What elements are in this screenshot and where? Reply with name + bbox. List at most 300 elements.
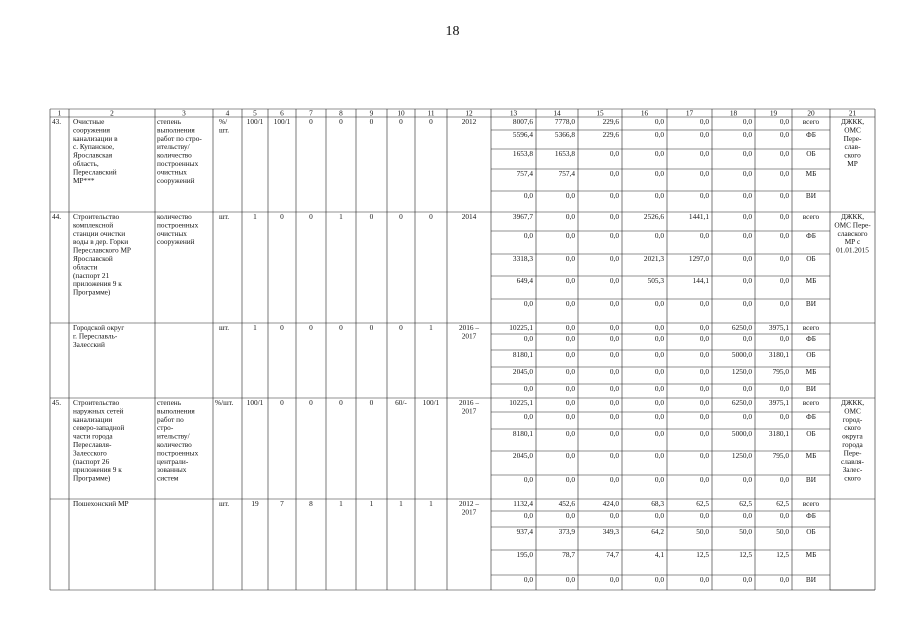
executor-line: ОМС <box>844 125 861 135</box>
finance-value: 349,3 <box>602 527 619 536</box>
finance-value: 3967,7 <box>512 212 533 221</box>
finance-value: 0,0 <box>523 231 533 240</box>
executor-line: города <box>842 440 863 449</box>
plan-value: 0 <box>309 117 313 126</box>
finance-value: 12,5 <box>776 550 789 559</box>
object-name-line: (паспорт 26 <box>73 456 110 466</box>
finance-value: 0,0 <box>565 350 575 359</box>
header-cell: 14 <box>553 108 561 118</box>
header-cell: 13 <box>509 108 518 118</box>
finance-source: ОБ <box>806 254 816 263</box>
indicator-line: выполнения <box>157 406 195 416</box>
finance-value: 0,0 <box>779 191 789 200</box>
finance-source: МБ <box>805 169 817 178</box>
finance-value: 0,0 <box>742 384 752 393</box>
object-name-line: воды в дер. Горки <box>73 237 129 247</box>
finance-value: 0,0 <box>742 276 752 285</box>
finance-source: ФБ <box>806 511 816 520</box>
finance-value: 0,0 <box>609 191 619 200</box>
finance-value: 68,3 <box>651 499 664 508</box>
object-name-line: г. Переславль- <box>73 331 118 341</box>
finance-value: 0,0 <box>523 384 533 393</box>
finance-value: 0,0 <box>565 323 575 332</box>
finance-value: 64,2 <box>651 527 664 536</box>
finance-value: 2526,6 <box>643 212 664 221</box>
finance-value: 452,6 <box>558 499 575 508</box>
finance-source: ВИ <box>805 575 817 584</box>
finance-value: 3975,1 <box>768 323 789 332</box>
finance-source: ВИ <box>805 191 817 200</box>
finance-value: 0,0 <box>565 276 575 285</box>
header-cell: 1 <box>57 108 62 118</box>
finance-value: 0,0 <box>654 169 664 178</box>
header-cell: 12 <box>465 108 473 118</box>
finance-value: 0,0 <box>699 117 709 126</box>
finance-value: 0,0 <box>779 169 789 178</box>
finance-value: 0,0 <box>742 412 752 421</box>
finance-value: 505,3 <box>647 276 664 285</box>
finance-value: 8007,6 <box>512 117 533 126</box>
unit-line: шт. <box>219 125 230 135</box>
finance-value: 4,1 <box>654 550 664 559</box>
finance-source: ФБ <box>806 412 816 421</box>
finance-value: 1250,0 <box>731 451 752 460</box>
indicator-line: сооружений <box>157 237 195 247</box>
plan-value: 0 <box>399 323 403 332</box>
object-name-line: (паспорт 21 <box>73 270 110 280</box>
finance-value: 0,0 <box>779 149 789 158</box>
finance-value: 0,0 <box>742 117 752 126</box>
object-name-line: Переславля- <box>73 440 112 449</box>
header-cell: 3 <box>182 108 186 118</box>
finance-value: 0,0 <box>609 384 619 393</box>
header-cell: 21 <box>848 108 857 118</box>
finance-value: 5000,0 <box>731 429 752 438</box>
finance-value: 0,0 <box>609 350 619 359</box>
finance-value: 0,0 <box>699 323 709 332</box>
finance-value: 0,0 <box>699 398 709 407</box>
finance-value: 0,0 <box>565 475 575 484</box>
executor-line: ДЖКК, <box>840 398 865 407</box>
finance-value: 0,0 <box>654 117 664 126</box>
executor-line: МР <box>847 159 858 168</box>
finance-value: 0,0 <box>565 429 575 438</box>
finance-value: 0,0 <box>699 475 709 484</box>
object-name-line: Ярославская <box>73 150 113 160</box>
finance-value: 649,4 <box>516 276 533 285</box>
executor-line: ского <box>844 423 861 433</box>
object-name-line: с. Купанское, <box>73 142 115 152</box>
executor-line: ского <box>844 473 861 483</box>
finance-value: 0,0 <box>654 130 664 139</box>
plan-value: 1 <box>369 499 374 508</box>
finance-value: 757,4 <box>558 169 575 178</box>
object-name-line: Программе) <box>73 287 111 297</box>
finance-value: 0,0 <box>742 475 752 484</box>
finance-value: 3180,1 <box>768 429 789 438</box>
finance-source: ФБ <box>806 130 816 139</box>
finance-value: 0,0 <box>742 212 752 221</box>
plan-value: 7 <box>280 499 284 508</box>
header-cell: 18 <box>729 108 738 118</box>
finance-source: ВИ <box>805 475 817 484</box>
executor-line: Залес- <box>842 465 863 475</box>
finance-value: 0,0 <box>565 191 575 200</box>
plan-value: 0 <box>369 323 374 332</box>
header-cell: 9 <box>369 108 374 118</box>
object-name-line: приложения 9 к <box>73 279 122 289</box>
finance-value: 50,0 <box>696 527 709 536</box>
finance-value: 0,0 <box>609 231 619 240</box>
finance-source: МБ <box>805 367 817 376</box>
finance-value: 6250,0 <box>731 398 752 407</box>
finance-value: 0,0 <box>742 254 752 263</box>
finance-value: 3975,1 <box>768 398 789 407</box>
finance-value: 0,0 <box>654 191 664 200</box>
finance-value: 0,0 <box>779 299 789 308</box>
executor-line: МР с <box>844 237 861 247</box>
finance-value: 0,0 <box>779 212 789 221</box>
executor-line: 01.01.2015 <box>836 245 869 255</box>
object-name-line: Городской округ <box>73 323 125 332</box>
object-name-line: Строительство <box>73 212 120 221</box>
finance-value: 0,0 <box>699 130 709 139</box>
executor-line: ского <box>844 150 861 160</box>
finance-value: 144,1 <box>692 276 709 285</box>
finance-value: 0,0 <box>609 575 619 584</box>
finance-value: 0,0 <box>609 398 619 407</box>
finance-value: 0,0 <box>609 367 619 376</box>
finance-value: 0,0 <box>654 367 664 376</box>
finance-value: 62,5 <box>776 499 789 508</box>
finance-value: 0,0 <box>742 575 752 584</box>
finance-value: 0,0 <box>654 412 664 421</box>
executor-line: округа <box>842 431 863 441</box>
finance-source: всего <box>802 117 820 126</box>
indicator-line: построенных <box>157 448 199 458</box>
indicator-line: ительству/ <box>157 431 190 441</box>
finance-value: 0,0 <box>523 511 533 520</box>
finance-value: 1297,0 <box>688 254 709 263</box>
finance-value: 195,0 <box>516 550 533 559</box>
finance-source: всего <box>802 212 820 221</box>
finance-value: 0,0 <box>523 299 533 308</box>
object-name-line: Пошехонский МР <box>73 499 129 508</box>
header-cell: 6 <box>280 108 284 118</box>
plan-value: 19 <box>251 499 259 508</box>
finance-value: 0,0 <box>654 475 664 484</box>
object-name-line: МР*** <box>73 175 95 185</box>
plan-value: 100/1 <box>422 398 440 407</box>
executor-line: славского <box>837 228 868 238</box>
indicator-line: выполнения <box>157 125 195 135</box>
finance-value: 373,9 <box>558 527 575 536</box>
finance-value: 0,0 <box>609 149 619 158</box>
plan-value: 0 <box>399 117 403 126</box>
finance-value: 0,0 <box>654 323 664 332</box>
finance-value: 0,0 <box>779 276 789 285</box>
finance-value: 0,0 <box>699 575 709 584</box>
plan-value: 0 <box>369 117 374 126</box>
finance-value: 0,0 <box>523 575 533 584</box>
finance-value: 0,0 <box>609 323 619 332</box>
finance-value: 0,0 <box>699 191 709 200</box>
finance-value: 0,0 <box>565 398 575 407</box>
finance-value: 6250,0 <box>731 323 752 332</box>
finance-source: ВИ <box>805 384 817 393</box>
year-line: 2016 – <box>458 398 480 407</box>
header-cell: 17 <box>685 108 694 118</box>
indicator-line: степень <box>157 117 182 126</box>
finance-value: 0,0 <box>654 575 664 584</box>
indicator-line: ительству/ <box>157 142 190 152</box>
object-name-line: области <box>73 262 98 272</box>
executor-line: город- <box>842 414 863 424</box>
finance-value: 0,0 <box>609 169 619 178</box>
finance-value: 0,0 <box>699 384 709 393</box>
finance-value: 62,5 <box>696 499 709 508</box>
finance-value: 229,6 <box>602 130 619 139</box>
finance-source: ФБ <box>806 231 816 240</box>
finance-value: 0,0 <box>742 149 752 158</box>
year-line: 2017 <box>461 406 477 416</box>
row-number: 44. <box>52 212 62 221</box>
plan-value: 0 <box>339 323 343 332</box>
finance-value: 0,0 <box>742 334 752 343</box>
executor-line: слав- <box>844 142 861 152</box>
finance-value: 0,0 <box>609 276 619 285</box>
object-name-line: Ярославской <box>73 254 113 263</box>
finance-value: 1441,1 <box>688 212 709 221</box>
object-name-line: комплексной <box>73 220 114 230</box>
finance-value: 0,0 <box>779 231 789 240</box>
finance-value: 0,0 <box>699 169 709 178</box>
object-name-line: сооружения <box>73 125 110 135</box>
unit-line: шт. <box>219 212 230 221</box>
finance-value: 1653,8 <box>512 149 533 158</box>
page-number: 18 <box>445 24 460 39</box>
finance-source: МБ <box>805 451 817 460</box>
object-name-line: станции очистки <box>73 228 126 238</box>
finance-value: 0,0 <box>609 429 619 438</box>
object-name-line: Залесского <box>73 448 107 458</box>
finance-value: 8180,1 <box>512 350 533 359</box>
finance-value: 50,0 <box>739 527 752 536</box>
object-name-line: части города <box>73 431 113 441</box>
plan-value: 60/- <box>395 398 407 407</box>
year-line: 2017 <box>461 331 477 341</box>
finance-value: 0,0 <box>699 451 709 460</box>
finance-value: 0,0 <box>699 149 709 158</box>
finance-value: 0,0 <box>699 367 709 376</box>
finance-source: ОБ <box>806 429 816 438</box>
object-name-line: северо-западной <box>73 423 125 433</box>
finance-value: 424,0 <box>602 499 619 508</box>
finance-source: всего <box>802 499 820 508</box>
finance-source: ВИ <box>805 299 817 308</box>
finance-value: 937,4 <box>516 527 533 536</box>
finance-value: 5000,0 <box>731 350 752 359</box>
indicator-line: построенных <box>157 159 199 168</box>
object-name-line: Строительство <box>73 398 120 407</box>
indicator-line: очистных <box>157 228 187 238</box>
finance-value: 0,0 <box>654 398 664 407</box>
finance-value: 0,0 <box>654 149 664 158</box>
plan-value: 1 <box>339 212 343 221</box>
finance-value: 5596,4 <box>512 130 533 139</box>
object-name-line: Переславский <box>73 167 117 177</box>
finance-value: 0,0 <box>779 575 789 584</box>
indicator-line: работ по <box>157 414 184 424</box>
header-cell: 4 <box>225 108 230 118</box>
finance-value: 1653,8 <box>554 149 575 158</box>
header-cell: 15 <box>596 108 604 118</box>
finance-value: 0,0 <box>779 254 789 263</box>
plan-value: 0 <box>429 117 433 126</box>
finance-value: 0,0 <box>654 334 664 343</box>
executor-line: ОМС <box>844 406 861 416</box>
finance-value: 5366,8 <box>554 130 575 139</box>
finance-value: 1250,0 <box>731 367 752 376</box>
year-line: 2012 <box>461 117 477 126</box>
finance-value: 1132,4 <box>513 499 533 508</box>
finance-value: 0,0 <box>523 475 533 484</box>
header-cell: 5 <box>253 108 257 118</box>
finance-source: всего <box>802 398 820 407</box>
object-name-line: Переславского МР <box>73 245 131 255</box>
finance-value: 8180,1 <box>512 429 533 438</box>
plan-value: 0 <box>339 398 343 407</box>
finance-value: 78,7 <box>562 550 575 559</box>
finance-value: 0,0 <box>609 212 619 221</box>
indicator-line: работ по стро- <box>157 133 202 143</box>
plan-value: 0 <box>280 323 284 332</box>
finance-value: 3318,3 <box>512 254 533 263</box>
header-cell: 16 <box>640 108 649 118</box>
finance-value: 0,0 <box>742 191 752 200</box>
finance-value: 795,0 <box>772 451 789 460</box>
finance-value: 0,0 <box>654 231 664 240</box>
finance-value: 0,0 <box>609 511 619 520</box>
finance-value: 0,0 <box>565 451 575 460</box>
indicator-line: построенных <box>157 220 199 230</box>
year-line: 2014 <box>461 212 477 221</box>
header-cell: 10 <box>397 108 405 118</box>
finance-value: 0,0 <box>654 511 664 520</box>
header-cell: 11 <box>427 108 435 118</box>
finance-value: 0,0 <box>609 451 619 460</box>
plan-value: 100/1 <box>246 398 264 407</box>
finance-source: ОБ <box>806 527 816 536</box>
finance-value: 0,0 <box>654 451 664 460</box>
executor-line: ОМС Пере- <box>834 220 871 230</box>
finance-value: 50,0 <box>776 527 789 536</box>
indicator-line: степень <box>157 398 182 407</box>
unit-line: шт. <box>219 323 230 332</box>
indicator-line: централи- <box>157 456 189 466</box>
finance-value: 0,0 <box>654 384 664 393</box>
finance-value: 0,0 <box>779 475 789 484</box>
plan-value: 1 <box>339 499 343 508</box>
plan-value: 0 <box>280 212 284 221</box>
finance-value: 0,0 <box>742 299 752 308</box>
executor-line: ДЖКК, <box>840 212 865 221</box>
object-name-line: Залесский <box>73 339 105 349</box>
finance-value: 0,0 <box>565 367 575 376</box>
finance-value: 74,7 <box>606 550 619 559</box>
header-cell: 2 <box>110 108 114 118</box>
finance-value: 12,5 <box>696 550 709 559</box>
indicator-line: сооружений <box>157 175 195 185</box>
finance-value: 0,0 <box>779 412 789 421</box>
finance-value: 757,4 <box>516 169 533 178</box>
object-name-line: Очистные <box>73 117 105 126</box>
finance-value: 0,0 <box>699 511 709 520</box>
finance-value: 0,0 <box>609 412 619 421</box>
executor-line: Пере- <box>843 133 862 143</box>
finance-value: 10225,1 <box>509 323 533 332</box>
plan-value: 0 <box>280 398 284 407</box>
finance-value: 0,0 <box>565 299 575 308</box>
plan-value: 1 <box>399 499 403 508</box>
finance-source: ОБ <box>806 350 816 359</box>
header-cell: 7 <box>309 108 313 118</box>
plan-value: 8 <box>309 499 313 508</box>
finance-value: 0,0 <box>565 334 575 343</box>
object-name-line: канализации <box>73 414 113 424</box>
finance-value: 7778,0 <box>554 117 575 126</box>
plan-value: 0 <box>429 212 433 221</box>
finance-value: 3180,1 <box>768 350 789 359</box>
plan-value: 0 <box>339 117 343 126</box>
indicator-line: очистных <box>157 167 187 177</box>
finance-value: 0,0 <box>654 299 664 308</box>
object-name-line: Программе) <box>73 473 111 483</box>
finance-value: 2045,0 <box>512 367 533 376</box>
finance-value: 62,5 <box>739 499 752 508</box>
finance-value: 2021,3 <box>643 254 664 263</box>
finance-value: 0,0 <box>779 511 789 520</box>
header-cell: 19 <box>769 108 778 118</box>
object-name-line: область, <box>73 159 99 168</box>
plan-value: 0 <box>369 398 374 407</box>
object-name-line: канализации в <box>73 133 118 143</box>
finance-value: 0,0 <box>609 254 619 263</box>
plan-value: 0 <box>309 323 313 332</box>
finance-source: МБ <box>805 276 817 285</box>
finance-value: 0,0 <box>523 412 533 421</box>
executor-line: Пере- <box>843 448 862 458</box>
plan-value: 1 <box>429 323 433 332</box>
plan-value: 100/1 <box>246 117 264 126</box>
finance-value: 0,0 <box>699 334 709 343</box>
finance-value: 795,0 <box>772 367 789 376</box>
year-line: 2016 – <box>458 323 480 332</box>
indicator-line: количество <box>157 150 192 160</box>
plan-value: 0 <box>309 212 313 221</box>
finance-value: 0,0 <box>565 231 575 240</box>
finance-value: 0,0 <box>523 334 533 343</box>
plan-value: 1 <box>429 499 433 508</box>
finance-value: 0,0 <box>609 475 619 484</box>
finance-value: 0,0 <box>742 130 752 139</box>
plan-value: 0 <box>369 212 374 221</box>
finance-value: 0,0 <box>565 575 575 584</box>
finance-value: 0,0 <box>565 212 575 221</box>
year-line: 2017 <box>461 507 477 517</box>
unit-line: %/шт. <box>215 398 234 407</box>
indicator-line: зованных <box>157 465 187 475</box>
